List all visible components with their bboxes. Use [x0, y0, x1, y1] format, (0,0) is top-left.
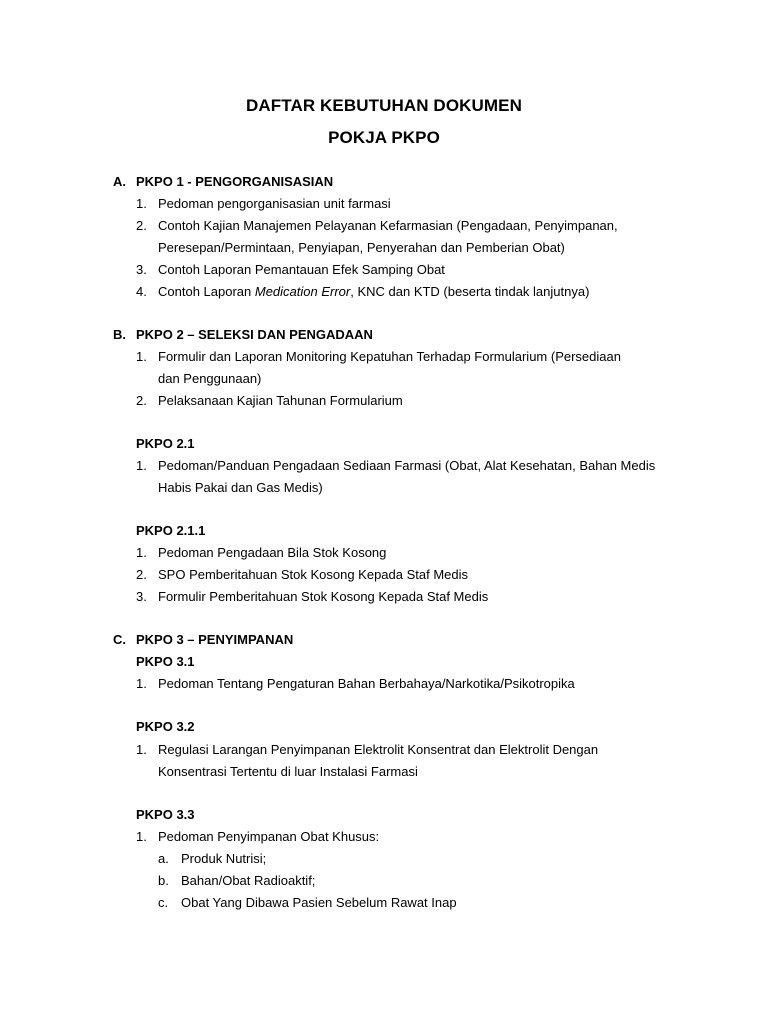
item-number: 1. [136, 676, 147, 691]
item-text: Pedoman Tentang Pengaturan Bahan Berbahaya/Narkotika/Psikotropika [158, 676, 575, 691]
subitem-letter: b. [158, 873, 169, 888]
item-number: 1. [136, 196, 147, 211]
subitem-text: Produk Nutrisi; [181, 851, 267, 866]
subitem-text: Bahan/Obat Radioaktif; [181, 873, 316, 888]
item-number: 1. [136, 349, 147, 364]
subsection-heading: PKPO 3.3 [136, 807, 195, 822]
item-text: Formulir dan Laporan Monitoring Kepatuhan Terhadap Formularium (Persediaan [158, 349, 621, 364]
document-title: DAFTAR KEBUTUHAN DOKUMEN [246, 96, 522, 115]
section-a-title: PKPO 1 - PENGORGANISASIAN [136, 174, 334, 189]
item-text: Konsentrasi Tertentu di luar Instalasi Farmasi [158, 764, 418, 779]
subitem-letter: c. [158, 895, 169, 910]
item-text: Formulir Pemberitahuan Stok Kosong Kepada Staf Medis [158, 589, 489, 604]
item-number: 3. [136, 589, 147, 604]
section-c-title: PKPO 3 – PENYIMPANAN [136, 632, 294, 647]
item-number: 1. [136, 458, 147, 473]
item-text: Pelaksanaan Kajian Tahunan Formularium [158, 393, 403, 408]
section-b-title: PKPO 2 – SELEKSI DAN PENGADAAN [136, 327, 373, 342]
item-text: SPO Pemberitahuan Stok Kosong Kepada Staf Medis [158, 567, 469, 582]
item-text: Habis Pakai dan Gas Medis) [158, 480, 323, 495]
item-number: 2. [136, 567, 147, 582]
subitem-text: Obat Yang Dibawa Pasien Sebelum Rawat Inap [181, 895, 457, 910]
item-text: dan Penggunaan) [158, 371, 262, 386]
item-number: 3. [136, 262, 147, 277]
subsection-heading: PKPO 3.2 [136, 719, 195, 734]
item-text-italic: Medication Error [254, 284, 351, 299]
item-number: 2. [136, 218, 147, 233]
item-number: 2. [136, 393, 147, 408]
item-text: Contoh Laporan Pemantauan Efek Samping Obat [158, 262, 445, 277]
item-number: 1. [136, 742, 147, 757]
item-text-part: Contoh Laporan [158, 284, 255, 299]
item-text-part: , KNC dan KTD (beserta tindak lanjutnya) [350, 284, 590, 299]
item-text: Pedoman Pengadaan Bila Stok Kosong [158, 545, 387, 560]
subsection-heading: PKPO 3.1 [136, 654, 195, 669]
item-number: 4. [136, 284, 147, 299]
item-text: Pedoman pengorganisasian unit farmasi [158, 196, 391, 211]
subsection-heading: PKPO 2.1 [136, 436, 195, 451]
section-a-letter: A. [113, 174, 126, 189]
document-subtitle: POKJA PKPO [328, 128, 440, 147]
item-number: 1. [136, 545, 147, 560]
subsection-heading: PKPO 2.1.1 [136, 523, 206, 538]
item-text [158, 281, 589, 303]
item-text: Pedoman/Panduan Pengadaan Sediaan Farmasi (Obat, Alat Kesehatan, Bahan Medis [158, 458, 656, 473]
item-text: Regulasi Larangan Penyimpanan Elektrolit Konsentrat dan Elektrolit Dengan [158, 742, 599, 757]
item-text: Pedoman Penyimpanan Obat Khusus: [158, 829, 380, 844]
section-b-letter: B. [113, 327, 126, 342]
section-c-letter: C. [113, 632, 126, 647]
item-text: Contoh Kajian Manajemen Pelayanan Kefarmasian (Pengadaan, Penyimpanan, [158, 218, 618, 233]
item-number: 1. [136, 829, 147, 844]
item-text: Peresepan/Permintaan, Penyiapan, Penyerahan dan Pemberian Obat) [158, 240, 565, 255]
subitem-letter: a. [158, 851, 169, 866]
